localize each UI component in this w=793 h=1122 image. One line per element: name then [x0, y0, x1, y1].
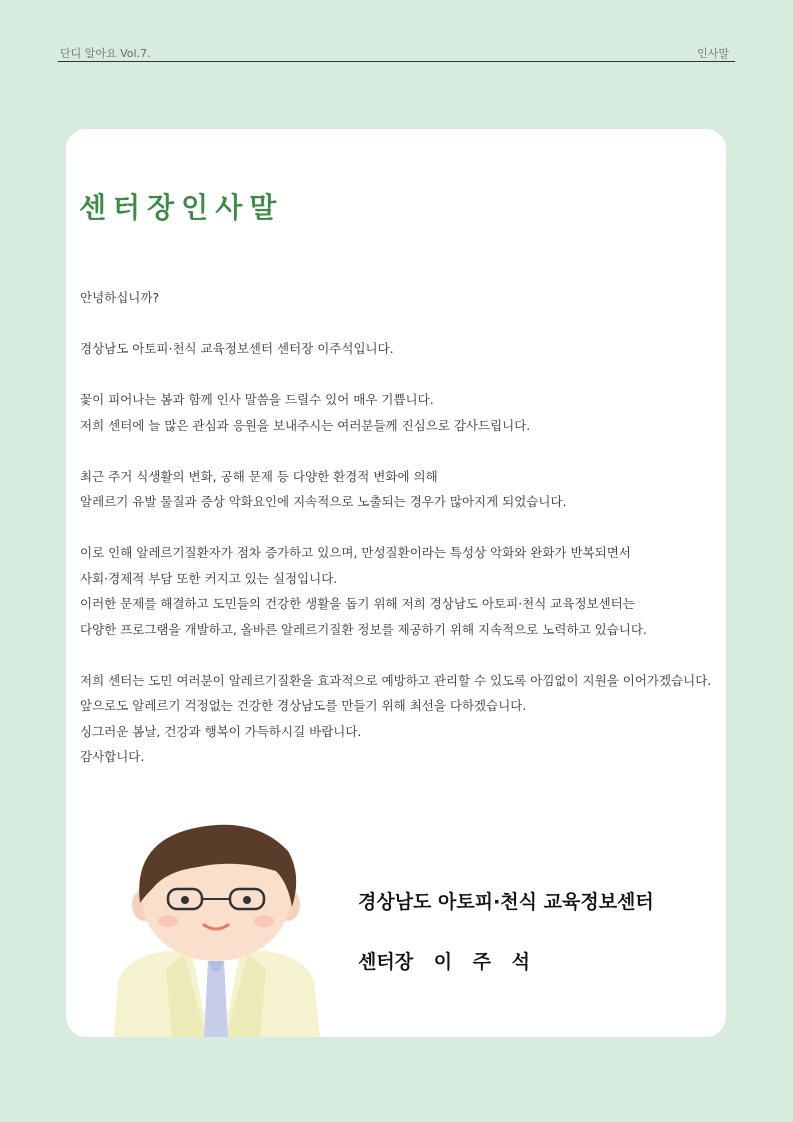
text-line: 경상남도 아토피·천식 교육정보센터 센터장 이주석입니다.: [80, 341, 394, 356]
text-line: 앞으로도 알레르기 걱정없는 건강한 경상남도를 만들기 위해 최선을 다하겠습니다.: [80, 698, 527, 713]
signature-name-char: 석: [511, 951, 531, 973]
text-line: 싱그러운 봄날, 건강과 행복이 가득하시길 바랍니다.: [80, 723, 362, 739]
signature-organization: 경상남도 아토피·천식 교육정보센터: [358, 891, 654, 913]
signature-name: [358, 947, 544, 974]
portrait-illustration-icon: [106, 819, 326, 1037]
header-publication-label: 단디 알아요 Vol.7.: [60, 47, 151, 60]
text-line: 최근 주거 식생활의 변화, 공해 문제 등 다양한 환경적 변화에 의해: [80, 468, 438, 484]
text-line: 이러한 문제를 해결하고 도민들의 건강한 생활을 돕기 위해 저희 경상남도 아토피·천식 교육정보센터는: [80, 596, 635, 611]
signature-name-char: 이: [433, 951, 453, 973]
text-line: 저희 센터는 도민 여러분이 알레르기질환을 효과적으로 예방하고 관리할 수 있도록 아낌없이 지원을 이어가겠습니다.: [80, 672, 712, 688]
text-line: 꽃이 피어나는 봄과 함께 인사 말씀을 드릴수 있어 매우 기쁩니다.: [80, 392, 434, 407]
signature-name-char: 주: [472, 951, 492, 973]
text-line: 감사합니다.: [80, 749, 145, 764]
greeting-body: [80, 285, 720, 795]
text-line: 사회·경제적 부담 또한 커지고 있는 실정입니다.: [80, 570, 338, 586]
paragraph: [80, 540, 720, 642]
paragraph: [80, 336, 720, 362]
text-line: 안녕하십니까?: [80, 290, 160, 305]
text-line: 다양한 프로그램을 개발하고, 올바른 알레르기질환 정보를 제공하기 위해 지속적으로 노력하고 있습니다.: [80, 621, 647, 637]
text-line: 저희 센터에 늘 많은 관심과 응원을 보내주시는 여러분들께 진심으로 감사드립니다.: [80, 417, 531, 433]
page-title: 센터장인사말: [79, 191, 284, 224]
text-line: 이로 인해 알레르기질환자가 점차 증가하고 있으며, 만성질환이라는 특성상 악화와 완화가 반복되면서: [80, 545, 631, 560]
paragraph: [80, 464, 720, 515]
signature-title: 센터장: [358, 951, 414, 973]
header-section-label: 인사말: [697, 47, 729, 60]
paragraph: [80, 387, 720, 438]
paragraph: [80, 668, 720, 770]
header-divider: [58, 61, 735, 62]
text-line: 알레르기 유발 물질과 증상 악화요인에 지속적으로 노출되는 경우가 많아지게 되었습니다.: [80, 494, 567, 509]
paragraph: [80, 285, 720, 311]
greeting-card: [66, 129, 726, 1037]
